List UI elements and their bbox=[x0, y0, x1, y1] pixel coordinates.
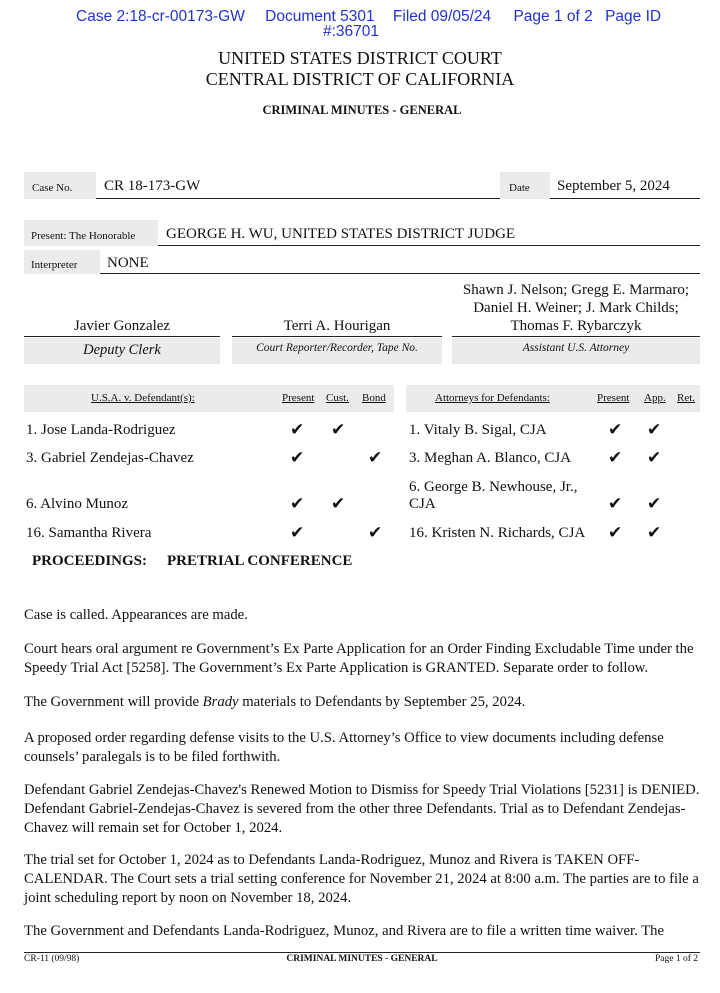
court-district: CENTRAL DISTRICT OF CALIFORNIA bbox=[205, 69, 515, 89]
paragraph-3-before: The Government will provide bbox=[24, 694, 203, 710]
proceedings-title: PRETRIAL CONFERENCE bbox=[167, 553, 353, 569]
ausa-names-line2: Daniel H. Weiner; J. Mark Childs; bbox=[473, 300, 679, 316]
header-document: Document 5301 bbox=[265, 8, 375, 25]
deputy-clerk-name: Javier Gonzalez bbox=[73, 318, 171, 334]
court-name: UNITED STATES DISTRICT COURT bbox=[218, 48, 502, 68]
ausa-role: Assistant U.S. Attorney bbox=[522, 342, 630, 354]
deputy-clerk-role: Deputy Clerk bbox=[83, 342, 161, 358]
paragraph-4: A proposed order regarding defense visits to the U.S. Attorney’s Office to view documents including defense counsels’ paralegals is to be filed forthwith. bbox=[24, 730, 664, 766]
att-present-check-2: ✔ bbox=[608, 448, 623, 468]
deputy-clerk-line bbox=[24, 336, 220, 337]
app-check-3: ✔ bbox=[647, 494, 662, 514]
case-no-label: Case No. bbox=[32, 182, 73, 194]
court-reporter-role: Court Reporter/Recorder, Tape No. bbox=[256, 342, 418, 354]
court-reporter-name: Terri A. Hourigan bbox=[283, 318, 391, 334]
paragraph-7: The Government and Defendants Landa-Rodriguez, Munoz, and Rivera are to file a written time waiver. The bbox=[24, 923, 665, 939]
paragraph-3-after: materials to Defendants by September 25, 2024. bbox=[238, 694, 526, 710]
proceedings-label: PROCEEDINGS: bbox=[32, 553, 148, 569]
interpreter-label: Interpreter bbox=[31, 259, 78, 271]
att-present-check-3: ✔ bbox=[608, 494, 623, 514]
header-case-number: Case 2:18-cr-00173-GW bbox=[76, 8, 245, 25]
minutes-title: CRIMINAL MINUTES - GENERAL bbox=[262, 103, 462, 117]
attorney-row-3-cont: CJA bbox=[409, 496, 436, 512]
interpreter-field bbox=[100, 250, 700, 274]
header-page-id-number: #:36701 bbox=[323, 23, 380, 40]
date-label: Date bbox=[509, 182, 530, 194]
date-value: September 5, 2024 bbox=[557, 178, 670, 194]
header-page: Page 1 of 2 bbox=[513, 8, 593, 25]
case-no-value: CR 18-173-GW bbox=[104, 178, 201, 194]
ausa-names-line3: Thomas F. Rybarczyk bbox=[510, 318, 642, 334]
defendant-row-2: 3. Gabriel Zendejas-Chavez bbox=[26, 450, 194, 466]
footer-form-number: CR-11 (09/98) bbox=[24, 954, 80, 964]
present-label: Present: The Honorable bbox=[31, 230, 136, 242]
header-page-id: Page ID bbox=[605, 8, 662, 25]
footer-title: CRIMINAL MINUTES - GENERAL bbox=[286, 954, 438, 964]
paragraph-6: The trial set for October 1, 2024 as to Defendants Landa-Rodriguez, Munoz and Rivera is TAKEN OFF-CALENDAR. The Court sets a trial setting conference for November 21, 2024 at 8:00 a.m. The parties are to file a joint scheduling report by noon on November 18, 2024. bbox=[24, 852, 699, 907]
defendant-row-3: 6. Alvino Munoz bbox=[26, 496, 129, 512]
defendant-row-1: 1. Jose Landa-Rodriguez bbox=[26, 422, 176, 438]
app-check-2: ✔ bbox=[647, 448, 662, 468]
paragraph-5: Defendant Gabriel Zendejas-Chavez's Renewed Motion to Dismiss for Speedy Trial Violations [5231] is DENIED. Defendant Gabriel-Zendejas-Chavez is severed from the other three Defendants. Trial as to Defendant Zendejas-Chavez will remain set for October 1, 2024. bbox=[24, 782, 700, 837]
present-check-1: ✔ bbox=[290, 420, 305, 440]
judge-name: GEORGE H. WU, UNITED STATES DISTRICT JUDGE bbox=[166, 226, 516, 242]
cust-col-header: Cust. bbox=[326, 392, 349, 404]
app-check-1: ✔ bbox=[647, 420, 662, 440]
interpreter-value: NONE bbox=[107, 255, 149, 271]
paragraph-3 bbox=[24, 693, 700, 712]
att-present-check-4: ✔ bbox=[608, 523, 623, 543]
att-present-check-1: ✔ bbox=[608, 420, 623, 440]
present-col-header: Present bbox=[282, 392, 315, 404]
attorney-row-3: 6. George B. Newhouse, Jr., bbox=[409, 479, 578, 495]
present-check-4: ✔ bbox=[290, 523, 305, 543]
bond-check-4: ✔ bbox=[368, 523, 383, 543]
brady-term: Brady bbox=[202, 694, 239, 710]
attorney-row-2: 3. Meghan A. Blanco, CJA bbox=[409, 450, 572, 466]
present-check-2: ✔ bbox=[290, 448, 305, 468]
court-reporter-line bbox=[232, 336, 442, 337]
ret-col-header: Ret. bbox=[677, 392, 696, 404]
app-check-4: ✔ bbox=[647, 523, 662, 543]
ausa-line bbox=[452, 336, 700, 337]
attorney-col-header: Attorneys for Defendants: bbox=[435, 392, 550, 404]
header-filed: Filed 09/05/24 bbox=[392, 8, 492, 25]
att-present-col-header: Present bbox=[597, 392, 630, 404]
defendant-row-4: 16. Samantha Rivera bbox=[26, 525, 152, 541]
ausa-names-line1: Shawn J. Nelson; Gregg E. Marmaro; bbox=[462, 282, 690, 298]
footer-rule bbox=[24, 952, 700, 953]
paragraph-2: Court hears oral argument re Government’s Ex Parte Application for an Order Finding Excludable Time under the Speedy Trial Act [5258]. The Government’s Ex Parte Application is GRANTED. Separate order to follow. bbox=[24, 641, 694, 677]
bond-check-2: ✔ bbox=[368, 448, 383, 468]
cust-check-3: ✔ bbox=[331, 494, 346, 514]
defendant-col-header: U.S.A. v. Defendant(s): bbox=[91, 392, 195, 404]
cust-check-1: ✔ bbox=[331, 420, 346, 440]
present-check-3: ✔ bbox=[290, 494, 305, 514]
attorney-row-4: 16. Kristen N. Richards, CJA bbox=[409, 525, 586, 541]
footer-page: Page 1 of 2 bbox=[655, 954, 699, 964]
app-col-header: App. bbox=[644, 392, 666, 404]
paragraph-1: Case is called. Appearances are made. bbox=[24, 607, 248, 623]
attorney-row-1: 1. Vitaly B. Sigal, CJA bbox=[409, 422, 547, 438]
bond-col-header: Bond bbox=[362, 392, 386, 404]
